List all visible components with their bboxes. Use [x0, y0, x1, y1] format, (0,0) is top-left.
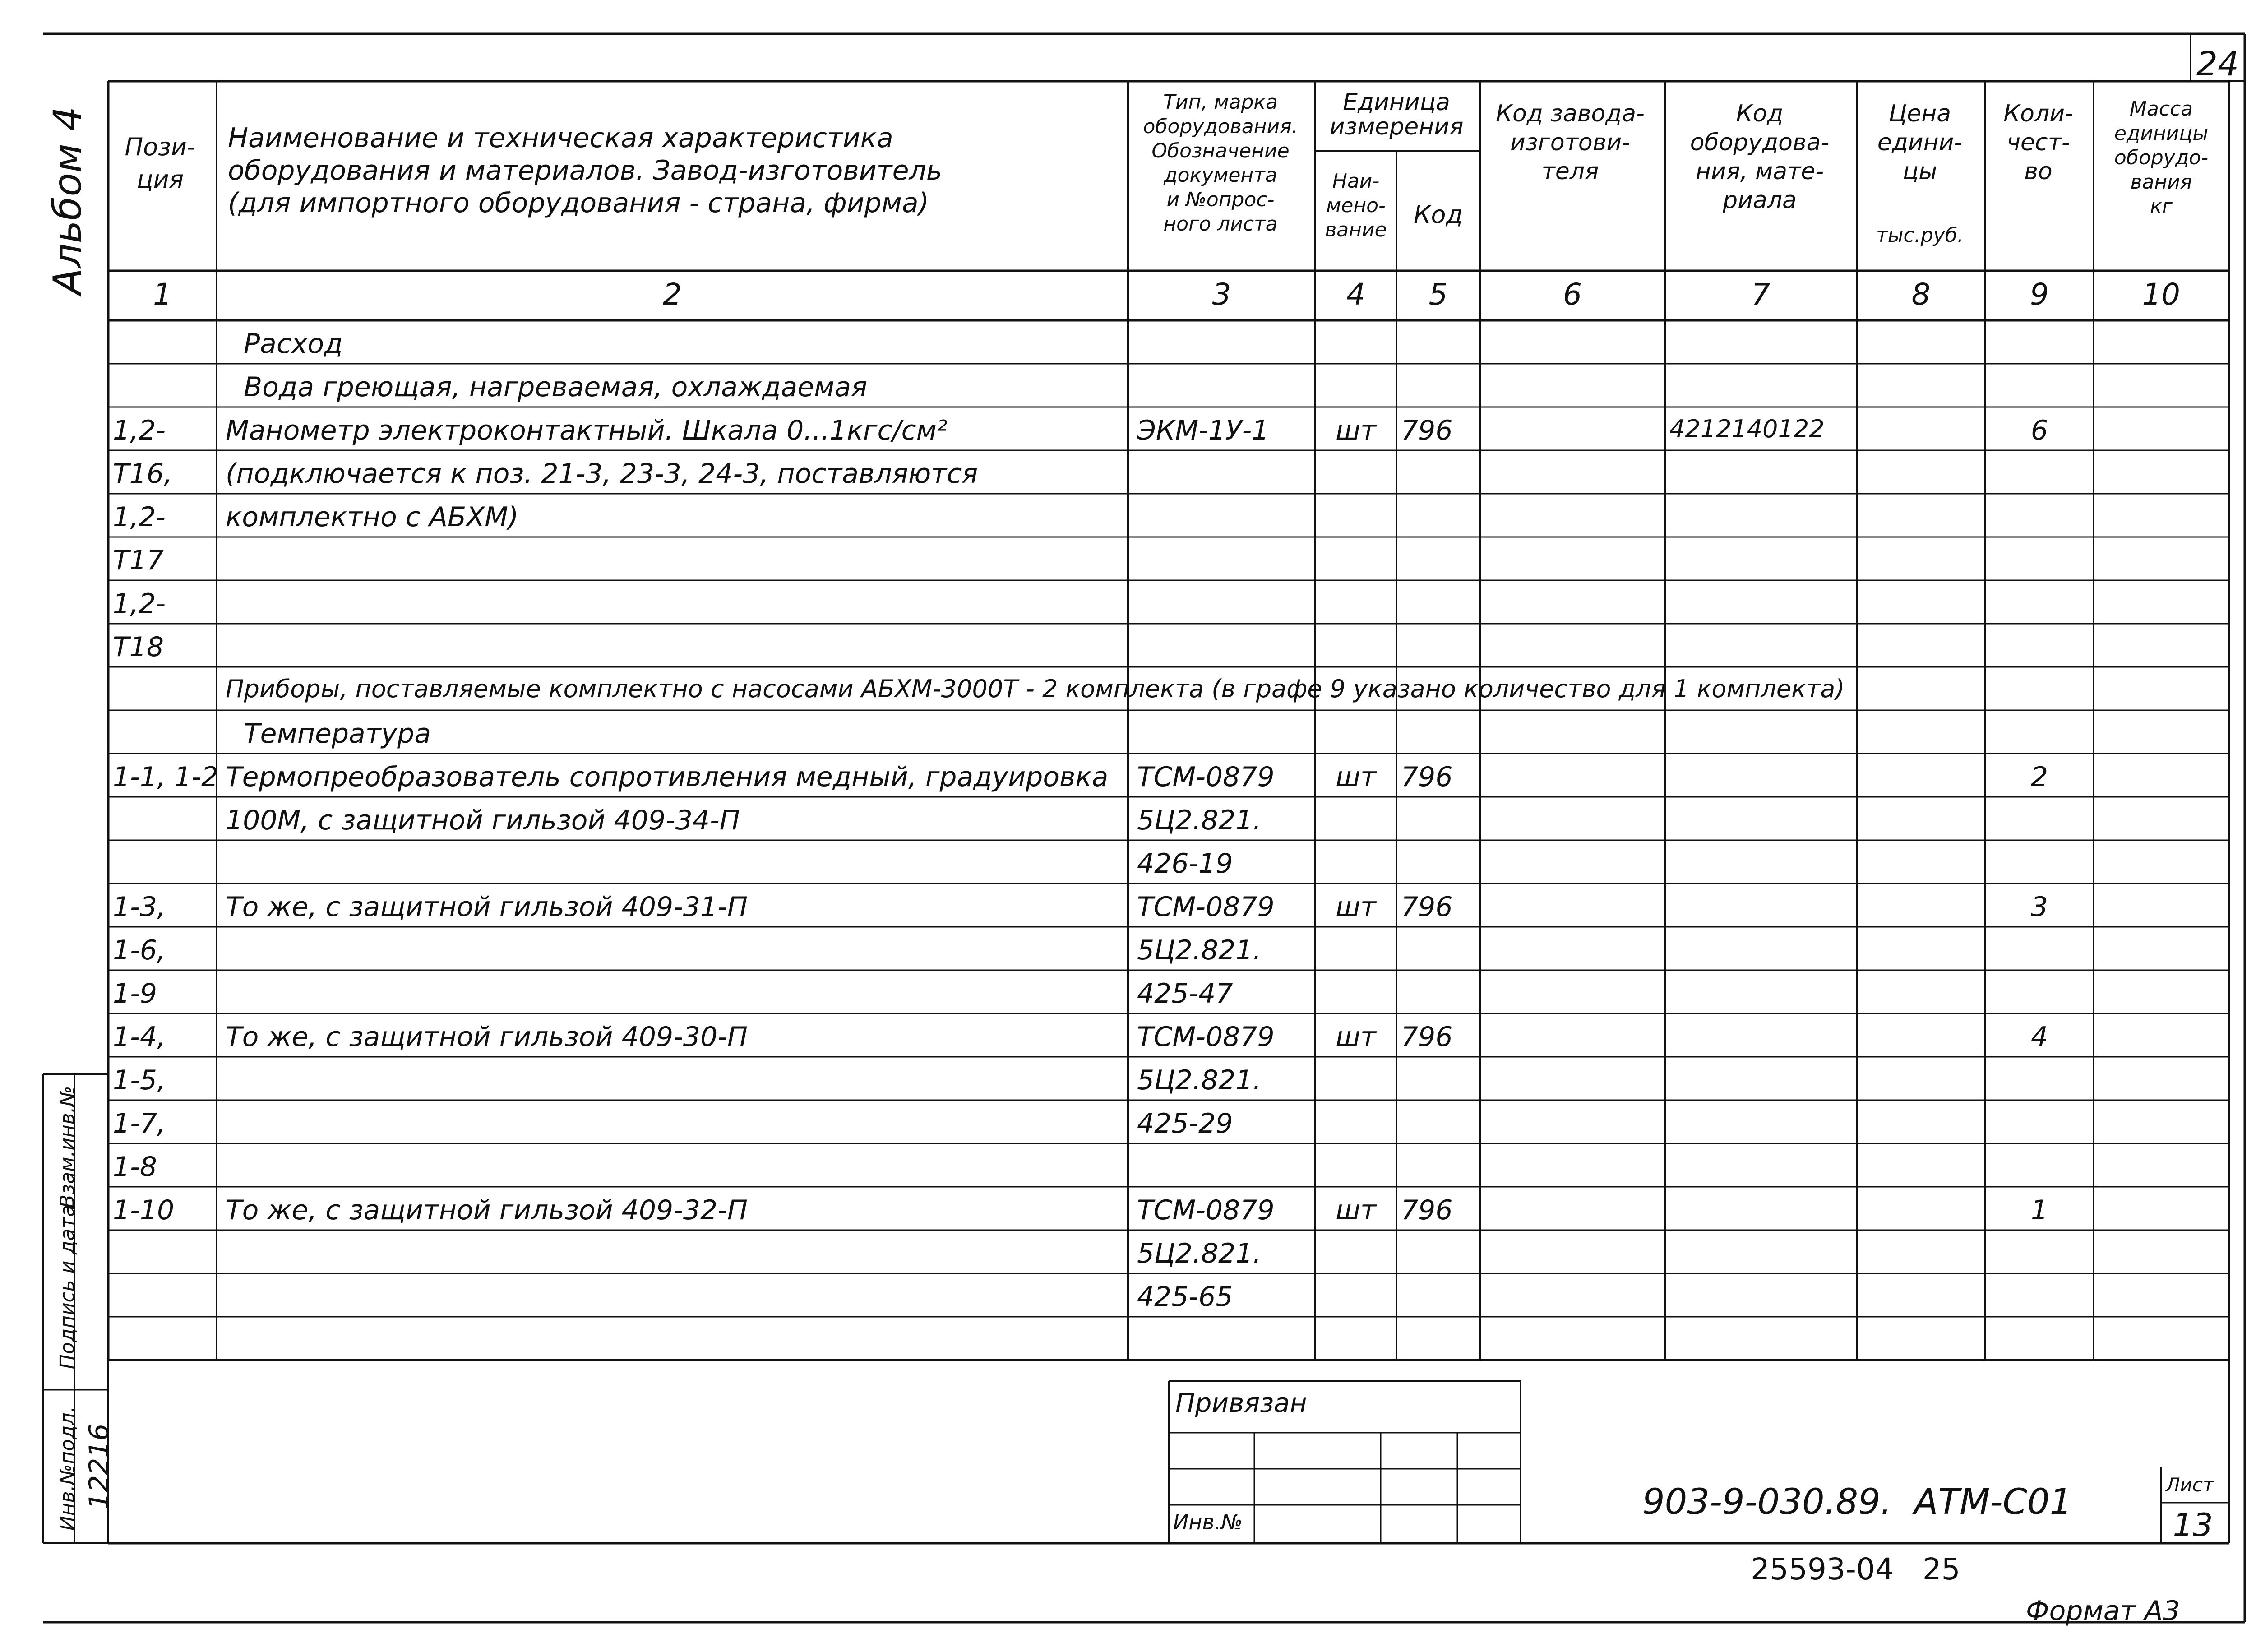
- cell-name-span: Приборы, поставляемые комплектно с насосами АБХМ-3000Т - 2 комплекта (в графе 9 указано количество для 1 комплекта): [226, 675, 1845, 703]
- cell-quantity: 1: [2030, 1194, 2048, 1226]
- header-position: Пози- ция: [125, 133, 196, 194]
- header-equipment-code: Код оборудова- ния, мате- риала: [1690, 100, 1830, 214]
- header-quantity: Коли- чест- во: [2003, 100, 2073, 185]
- cell-unit: шт: [1336, 761, 1376, 793]
- stamp-list-label: Лист: [2166, 1474, 2214, 1496]
- column-number: 7: [1751, 277, 1771, 312]
- header-price-unit: тыс.руб.: [1876, 224, 1964, 247]
- cell-position: 1-9: [113, 978, 157, 1009]
- column-number: 3: [1212, 277, 1231, 312]
- cell-type: 5Ц2.821.: [1137, 1064, 1262, 1096]
- column-number: 8: [1911, 277, 1931, 312]
- cell-position: 1-3,: [113, 891, 166, 923]
- column-number: 2: [663, 277, 682, 312]
- header-unit-group: Единица измерения: [1329, 89, 1464, 140]
- cell-type: ТСМ-0879: [1137, 761, 1275, 793]
- stamp-inv-no: Инв.№: [1173, 1510, 1243, 1534]
- header-type: Тип, марка оборудования. Обозначение документа и №опрос- ного листа: [1143, 91, 1298, 236]
- cell-type: ТСМ-0879: [1137, 1194, 1275, 1226]
- header-unit-name: Наи- мено- вание: [1325, 170, 1387, 241]
- cell-position: Т16,: [113, 458, 173, 490]
- left-vzam: Взам.инв.№: [56, 1086, 79, 1208]
- cell-unit-code: 796: [1401, 1021, 1453, 1053]
- cell-unit-code: 796: [1401, 891, 1453, 923]
- cell-unit-code: 796: [1401, 761, 1453, 793]
- cell-position: 1-4,: [113, 1021, 166, 1053]
- cell-type: 426-19: [1137, 848, 1233, 879]
- left-inv-orig-value: 12216: [83, 1423, 115, 1510]
- cell-position: Т18: [113, 631, 164, 663]
- header-unit-code: Код: [1414, 200, 1463, 229]
- cell-name: комплектно с АБХМ): [226, 501, 519, 533]
- cell-type: 5Ц2.821.: [1137, 935, 1262, 966]
- column-number: 9: [2030, 277, 2049, 312]
- cell-name: То же, с защитной гильзой 409-32-П: [226, 1194, 748, 1226]
- cell-name: Манометр электроконтактный. Шкала 0...1кгс/см²: [226, 415, 948, 446]
- cell-position: 1-7,: [113, 1108, 166, 1139]
- cell-unit: шт: [1336, 415, 1376, 446]
- cell-unit: шт: [1336, 1194, 1376, 1226]
- format-label: Формат А3: [2026, 1595, 2180, 1627]
- cell-name: Вода греющая, нагреваемая, охлаждаемая: [244, 371, 868, 403]
- cell-equipment-code: 4212140122: [1669, 415, 1825, 443]
- header-mass: Масса единицы оборудо- вания кг: [2114, 97, 2209, 218]
- cell-position: 1-8: [113, 1151, 157, 1183]
- cell-position: Т17: [113, 545, 164, 576]
- cell-position: 1-6,: [113, 935, 166, 966]
- cell-position: 1,2-: [113, 588, 166, 620]
- cell-name: То же, с защитной гильзой 409-30-П: [226, 1021, 748, 1053]
- left-inv-orig: Инв.№подл.: [56, 1406, 79, 1531]
- cell-name: 100М, с защитной гильзой 409-34-П: [226, 805, 740, 836]
- column-number: 6: [1563, 277, 1582, 312]
- cell-type: 425-47: [1137, 978, 1233, 1009]
- cell-position: 1-1, 1-2: [113, 761, 219, 793]
- cell-unit: шт: [1336, 1021, 1376, 1053]
- stamp-list-number: 13: [2173, 1507, 2213, 1544]
- column-number: 4: [1346, 277, 1365, 312]
- header-maker-code: Код завода- изготови- теля: [1496, 100, 1645, 185]
- column-number: 1: [153, 277, 172, 312]
- cell-type: ЭКМ-1У-1: [1137, 415, 1269, 446]
- cell-type: 425-65: [1137, 1281, 1233, 1313]
- cell-unit-code: 796: [1401, 1194, 1453, 1226]
- left-sign-date: Подпись и дата: [56, 1204, 79, 1370]
- cell-quantity: 2: [2030, 761, 2048, 793]
- sheet-number: 24: [2196, 45, 2239, 83]
- cell-type: 5Ц2.821.: [1137, 1238, 1262, 1269]
- cell-position: 1-5,: [113, 1064, 166, 1096]
- cell-name: Термопреобразователь сопротивления медный, градуировка: [226, 761, 1109, 793]
- album-label: Альбом 4: [45, 106, 90, 295]
- cell-position: 1-10: [113, 1194, 175, 1226]
- cell-position: 1,2-: [113, 415, 166, 446]
- cell-name: Температура: [244, 718, 431, 750]
- document-code: 903-9-030.89. АТМ-С01: [1642, 1482, 2072, 1522]
- cell-quantity: 3: [2030, 891, 2048, 923]
- cell-quantity: 4: [2030, 1021, 2048, 1053]
- cell-type: 5Ц2.821.: [1137, 805, 1262, 836]
- cell-quantity: 6: [2030, 415, 2048, 446]
- column-number: 10: [2142, 277, 2180, 312]
- cell-type: ТСМ-0879: [1137, 891, 1275, 923]
- header-unit-price: Цена едини- цы: [1877, 100, 1963, 185]
- column-number: 5: [1428, 277, 1448, 312]
- header-name: Наименование и техническая характеристика оборудования и материалов. Завод-изготовитель (для импортного оборудования - страна, фирма): [228, 122, 943, 219]
- cell-unit: шт: [1336, 891, 1376, 923]
- cell-name: То же, с защитной гильзой 409-31-П: [226, 891, 748, 923]
- cell-name: (подключается к поз. 21-3, 23-3, 24-3, поставляются: [226, 458, 978, 490]
- cell-type: ТСМ-0879: [1137, 1021, 1275, 1053]
- cell-type: 425-29: [1137, 1108, 1233, 1139]
- cell-position: 1,2-: [113, 501, 166, 533]
- order-number: 25593-04 25: [1751, 1552, 1960, 1587]
- stamp-privyazan: Привязан: [1175, 1388, 1307, 1418]
- cell-unit-code: 796: [1401, 415, 1453, 446]
- cell-name: Расход: [244, 328, 343, 360]
